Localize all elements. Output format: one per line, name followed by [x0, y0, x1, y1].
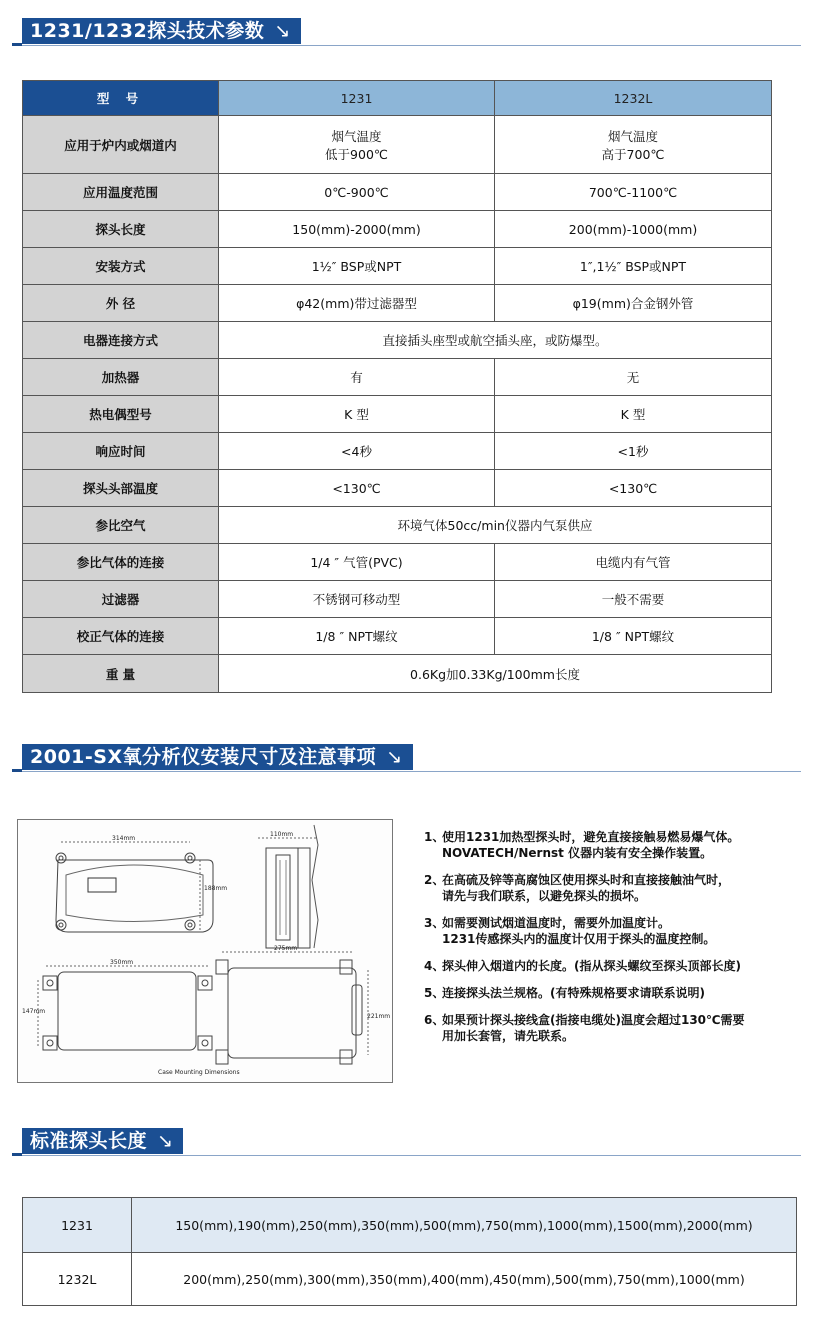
note-line: 如需要测试烟道温度时，需要外加温度计。 — [442, 916, 671, 930]
section-header-specs — [0, 18, 819, 48]
cell-line: 烟气温度 — [331, 128, 382, 144]
table-row — [23, 322, 772, 359]
note-item — [424, 985, 804, 1001]
cell-1231: K 型 — [219, 396, 495, 433]
table-row — [23, 1198, 797, 1253]
note-line: 在高硫及锌等高腐蚀区使用探头时和直接接触油气时， — [442, 873, 731, 887]
note-number: 3、 — [424, 916, 445, 930]
cell-1231: 1/4 ″ 气管(PVC) — [219, 544, 495, 581]
note-line: 连接探头法兰规格。(有特殊规格要求请联系说明) — [442, 986, 705, 1000]
note-number: 2、 — [424, 873, 445, 887]
note-body — [442, 958, 804, 974]
dim-147-label: 147mm — [22, 1008, 46, 1015]
header-cell-1231: 1231 — [219, 81, 495, 116]
arrow-down-right-icon: ↘ — [274, 20, 291, 42]
model-cell: 1232L — [23, 1253, 132, 1306]
cell-1231: 150(mm)-2000(mm) — [219, 211, 495, 248]
cell-1231: 有 — [219, 359, 495, 396]
note-body — [442, 1012, 804, 1044]
row-label: 参比空气 — [23, 507, 219, 544]
cell-merged: 直接插头座型或航空插头座，或防爆型。 — [219, 322, 772, 359]
row-label: 探头头部温度 — [23, 470, 219, 507]
note-item — [424, 915, 804, 947]
note-line: 如果预计探头接线盒(指接电缆处)温度会超过130℃需要 — [442, 1013, 745, 1027]
row-label: 参比气体的连接 — [23, 544, 219, 581]
note-body — [442, 915, 804, 947]
lengths-cell: 150(mm),190(mm),250(mm),350(mm),500(mm),750(mm),1000(mm),1500(mm),2000(mm) — [132, 1198, 797, 1253]
cell-line: 高于700℃ — [601, 146, 665, 162]
lengths-cell: 200(mm),250(mm),300(mm),350(mm),400(mm),450(mm),500(mm),750(mm),1000(mm) — [132, 1253, 797, 1306]
cell-1232l: 无 — [495, 359, 772, 396]
cell-1232l: 一般不需要 — [495, 581, 772, 618]
table-row — [23, 470, 772, 507]
diagram-caption: Case Mounting Dimensions — [158, 1069, 240, 1076]
table-row — [23, 174, 772, 211]
model-cell: 1231 — [23, 1198, 132, 1253]
table-row — [23, 1253, 797, 1306]
header-tick — [12, 1153, 22, 1156]
table-row — [23, 544, 772, 581]
row-label: 外 径 — [23, 285, 219, 322]
row-label: 应用于炉内或烟道内 — [23, 116, 219, 174]
dimension-drawing — [18, 820, 392, 1082]
note-line: 探头伸入烟道内的长度。(指从探头螺纹至探头顶部长度) — [442, 959, 741, 973]
cell-line: 低于900℃ — [325, 146, 388, 162]
table-header-row — [23, 81, 772, 116]
row-label: 应用温度范围 — [23, 174, 219, 211]
table-row — [23, 581, 772, 618]
cell-1232l — [495, 116, 772, 174]
cell-line: 烟气温度 — [607, 128, 658, 144]
cell-1231: <4秒 — [219, 433, 495, 470]
row-label: 校正气体的连接 — [23, 618, 219, 655]
row-label: 过滤器 — [23, 581, 219, 618]
header-rule — [22, 771, 801, 772]
header-tick — [12, 769, 22, 772]
section-header-installation — [0, 744, 819, 774]
header-tick — [12, 43, 22, 46]
dim-110-label: 110mm — [270, 831, 294, 838]
note-item — [424, 958, 804, 974]
table-row — [23, 285, 772, 322]
note-item — [424, 872, 804, 904]
note-item — [424, 1012, 804, 1044]
cell-1231: 1/8 ″ NPT螺纹 — [219, 618, 495, 655]
case-bottom-right-view — [216, 952, 368, 1064]
section-title-text: 1231/1232探头技术参数 — [30, 20, 265, 42]
row-label: 探头长度 — [23, 211, 219, 248]
section-title — [22, 744, 413, 770]
note-line: NOVATECH/Nernst 仪器内装有安全操作装置。 — [442, 846, 713, 860]
table-row — [23, 359, 772, 396]
cell-1232l: 200(mm)-1000(mm) — [495, 211, 772, 248]
row-label: 响应时间 — [23, 433, 219, 470]
cell-1231: 不锈钢可移动型 — [219, 581, 495, 618]
dim-314-label: 314mm — [112, 835, 136, 842]
section-title — [22, 18, 301, 44]
section-header-lengths — [0, 1128, 819, 1158]
note-line: 请先与我们联系，以避免探头的损坏。 — [442, 889, 647, 903]
note-item — [424, 829, 804, 861]
table-row — [23, 433, 772, 470]
header-rule — [22, 1155, 801, 1156]
note-number: 4、 — [424, 959, 445, 973]
note-body — [442, 985, 804, 1001]
note-line: 用加长套管，请先联系。 — [442, 1029, 575, 1043]
section-title — [22, 1128, 183, 1154]
case-side-view — [258, 825, 318, 948]
mounting-dimensions-diagram — [17, 819, 393, 1083]
note-number: 1、 — [424, 830, 445, 844]
cell-1231: 1½″ BSP或NPT — [219, 248, 495, 285]
row-label: 重 量 — [23, 655, 219, 693]
table-row — [23, 248, 772, 285]
probe-length-table — [22, 1197, 797, 1306]
note-body — [442, 829, 804, 861]
cell-merged: 环境气体50cc/min仪器内气泵供应 — [219, 507, 772, 544]
table-row — [23, 618, 772, 655]
cell-1231: <130℃ — [219, 470, 495, 507]
note-body — [442, 872, 804, 904]
header-cell-model: 型 号 — [23, 81, 219, 116]
cell-merged: 0.6Kg加0.33Kg/100mm长度 — [219, 655, 772, 693]
table-row — [23, 211, 772, 248]
dim-188-label: 188mm — [204, 885, 228, 892]
cell-1232l: K 型 — [495, 396, 772, 433]
cell-1231: 0℃-900℃ — [219, 174, 495, 211]
row-label: 安装方式 — [23, 248, 219, 285]
dim-275-label: 275mm — [274, 945, 298, 952]
row-label: 加热器 — [23, 359, 219, 396]
cell-1232l: 1/8 ″ NPT螺纹 — [495, 618, 772, 655]
case-bottom-left-view — [38, 966, 212, 1050]
section-title-text: 标准探头长度 — [30, 1130, 148, 1152]
cell-1232l: <1秒 — [495, 433, 772, 470]
table-row — [23, 507, 772, 544]
row-label: 热电偶型号 — [23, 396, 219, 433]
cell-1231 — [219, 116, 495, 174]
dim-221-label: 221mm — [367, 1013, 391, 1020]
notes-list — [424, 829, 804, 1055]
note-line: 1231传感探头内的温度计仅用于探头的温度控制。 — [442, 932, 716, 946]
case-front-view — [56, 842, 213, 932]
table-row — [23, 116, 772, 174]
header-cell-1232l: 1232L — [495, 81, 772, 116]
cell-1232l: φ19(mm)合金钢外管 — [495, 285, 772, 322]
cell-1232l: 700℃-1100℃ — [495, 174, 772, 211]
table-row — [23, 655, 772, 693]
row-label: 电器连接方式 — [23, 322, 219, 359]
header-rule — [22, 45, 801, 46]
note-number: 6、 — [424, 1013, 445, 1027]
spec-table — [22, 80, 772, 693]
arrow-down-right-icon: ↘ — [386, 746, 403, 768]
table-row — [23, 396, 772, 433]
arrow-down-right-icon: ↘ — [157, 1130, 174, 1152]
cell-1232l: <130℃ — [495, 470, 772, 507]
cell-1232l: 1″,1½″ BSP或NPT — [495, 248, 772, 285]
dim-350-label: 350mm — [110, 959, 134, 966]
note-line: 使用1231加热型探头时，避免直接接触易燃易爆气体。 — [442, 830, 740, 844]
cell-1232l: 电缆内有气管 — [495, 544, 772, 581]
cell-1231: φ42(mm)带过滤器型 — [219, 285, 495, 322]
section-title-text: 2001-SX氧分析仪安装尺寸及注意事项 — [30, 746, 377, 768]
note-number: 5、 — [424, 986, 445, 1000]
